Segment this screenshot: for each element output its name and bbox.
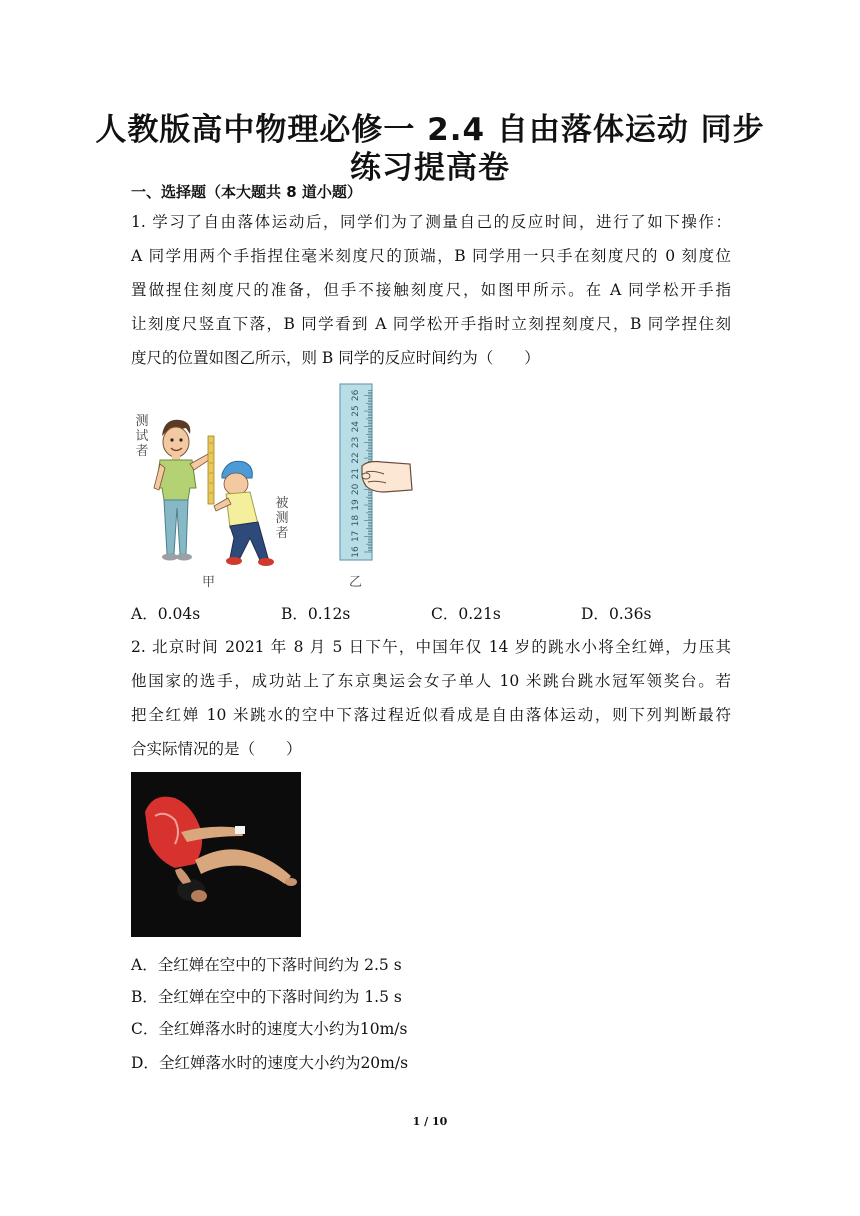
q1-option-b[interactable] xyxy=(281,604,350,624)
q1-text-line: 置做捏住刻度尺的准备，但手不接触刻度尺，如图甲所示。在 A 同学松开手指 xyxy=(131,281,731,299)
section-heading: 一、选择题（本大题共 8 道小题） xyxy=(131,183,362,201)
option-label: A． xyxy=(131,956,158,974)
q2-option-c[interactable] xyxy=(131,1019,407,1039)
option-label: B． xyxy=(281,605,308,623)
ruler-tick-label: 17 xyxy=(351,530,361,543)
option-text: 0.12s xyxy=(307,605,351,623)
ruler-tick-label: 18 xyxy=(351,514,361,527)
option-label: C． xyxy=(131,1020,159,1038)
q2-option-a[interactable] xyxy=(131,955,402,975)
q2-text-line: 他国家的选手，成功站上了东京奥运会女子单人 10 米跳台跳水冠军领奖台。若 xyxy=(131,672,731,690)
q2-option-d[interactable] xyxy=(131,1053,408,1073)
option-label: C． xyxy=(431,605,459,623)
option-label: A． xyxy=(131,605,158,623)
ruler-tick-label: 16 xyxy=(351,546,361,558)
option-text: 全红婵落水时的速度大小约为20m/s xyxy=(158,1054,409,1072)
figure-caption-b: 乙 xyxy=(349,575,363,590)
ruler-tick-label: 19 xyxy=(351,499,361,511)
ruler-tick-label: 25 xyxy=(351,405,361,417)
q1-text-line: 让刻度尺竖直下落，B 同学看到 A 同学松开手指时立刻捏刻度尺，B 同学捏住刻 xyxy=(131,315,731,333)
ruler-tick-label: 22 xyxy=(351,452,361,464)
q2-text-line: 合实际情况的是（ ） xyxy=(131,740,302,758)
q1-text-line: 1. 学习了自由落体运动后，同学们为了测量自己的反应时间，进行了如下操作： xyxy=(131,213,731,231)
document-title-line-2: 练习提高卷 xyxy=(350,150,510,186)
tester-label: 测 试 者 xyxy=(135,414,149,459)
ruler-tick-label: 21 xyxy=(351,467,361,480)
option-label: D． xyxy=(581,605,609,623)
q2-text-line: 2. 北京时间 2021 年 8 月 5 日下午，中国年仅 14 岁的跳水小将全红婵，力压其 xyxy=(131,638,731,656)
ruler-tick-label: 24 xyxy=(351,420,361,433)
page-number: 1 / 10 xyxy=(412,1115,448,1128)
document-title-line-1: 人教版高中物理必修一 2.4 自由落体运动 同步 xyxy=(95,112,765,148)
ruler-illustration xyxy=(338,382,414,564)
option-text: 0.04s xyxy=(157,605,201,623)
figure-caption-a: 甲 xyxy=(202,575,216,590)
option-text: 全红婵在空中的下落时间约为 1.5 s xyxy=(157,988,402,1006)
option-text: 0.36s xyxy=(608,605,652,623)
option-text: 0.21s xyxy=(458,605,501,623)
q2-option-b[interactable] xyxy=(131,987,402,1007)
q1-option-d[interactable] xyxy=(581,604,651,624)
ruler-tick-label: 26 xyxy=(351,389,361,402)
option-text: 全红婵落水时的速度大小约为10m/s xyxy=(158,1020,408,1038)
option-label: D． xyxy=(131,1054,159,1072)
q1-option-c[interactable] xyxy=(431,604,501,624)
q1-figure-b xyxy=(338,382,414,564)
ruler-tick-label: 23 xyxy=(351,436,361,449)
q2-diver-photo xyxy=(131,772,301,937)
tested-person-label: 被 测 者 xyxy=(275,496,289,541)
option-label: B． xyxy=(131,988,158,1006)
q1-text-line: A 同学用两个手指捏住毫米刻度尺的顶端，B 同学用一只手在刻度尺的 0 刻度位 xyxy=(131,247,731,265)
option-text: 全红婵在空中的下落时间约为 2.5 s xyxy=(157,956,402,974)
q2-text-line: 把全红婵 10 米跳水的空中下落过程近似看成是自由落体运动，则下列判断最符 xyxy=(131,706,731,724)
q1-option-a[interactable] xyxy=(131,604,200,624)
q1-text-line: 度尺的位置如图乙所示，则 B 同学的反应时间约为（ ） xyxy=(131,349,540,367)
ruler-tick-label: 20 xyxy=(351,483,361,496)
diver-photo-image xyxy=(131,772,301,937)
